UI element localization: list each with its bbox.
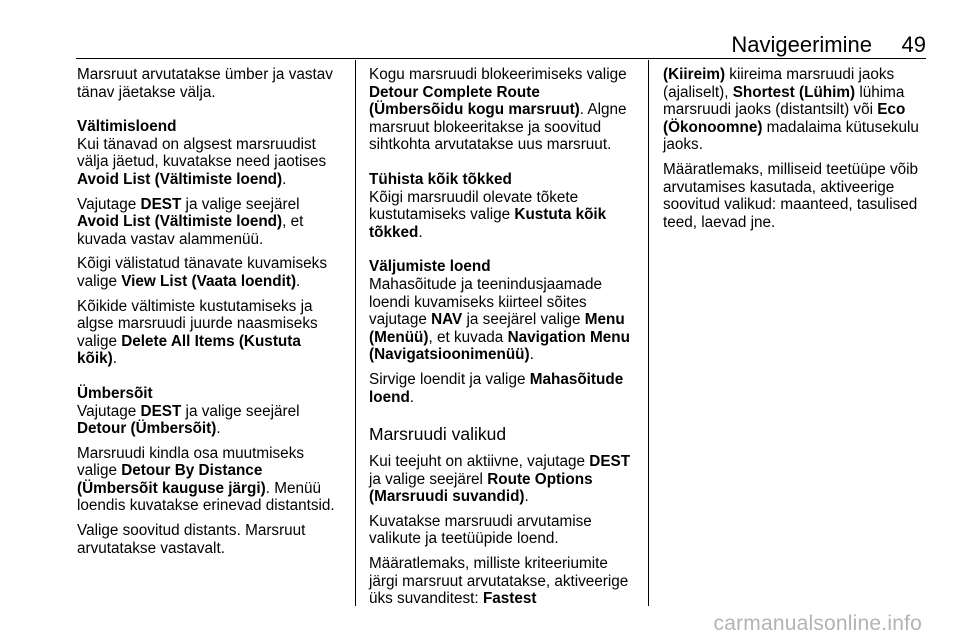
route-paragraph-2: Kuvatakse marsruudi arvutamise valikute ja teetüüpide loend.	[369, 512, 592, 548]
page-number: 49	[901, 32, 926, 57]
watermark-text: carmanualsonline.info	[713, 612, 922, 635]
detour-paragraph-3: Valige soovitud distants. Marsruut arvutatakse vastavalt.	[77, 522, 306, 557]
column-2	[369, 66, 636, 615]
route-options-heading: Marsruudi valikud	[369, 424, 507, 445]
header-rule	[76, 58, 926, 59]
road-types-paragraph: Määratlemaks, milliseid teetüüpe võib arvutamises kasutada, aktiveerige soovitud valikud: maanteed, tasulised teed, laevad jne.	[663, 160, 919, 231]
avoid-paragraph-4: Kõikide vältimiste kustutamiseks ja algse marsruudi juurde naasmiseks valige Delete All Items (Kustuta kõik).	[77, 297, 318, 368]
avoid-list-heading: Vältimisloend	[77, 118, 177, 136]
page-title: Navigeerimine	[731, 32, 872, 57]
exit-list-heading: Väljumiste loend	[369, 258, 491, 276]
intro-paragraph: Marsruut arvutatakse ümber ja vastav tänav jäetakse välja.	[77, 66, 333, 101]
detour-paragraph-1: Vajutage DEST ja valige seejärel Detour (Ümbersõit).	[77, 402, 300, 438]
cancel-paragraph: Kõigi marsruudil olevate tõkete kustutamiseks valige Kustuta kõik tõkked.	[369, 188, 607, 241]
exit-paragraph-2: Sirvige loendit ja valige Mahasõitude loend.	[369, 370, 624, 406]
cancel-obstacles-heading: Tühista kõik tõkked	[369, 170, 512, 188]
detour-paragraph-2: Marsruudi kindla osa muutmiseks valige Detour By Distance (Ümbersõit kauguse järgi). Menüü loendis kuvatakse erinevad distantsid.	[77, 444, 335, 515]
column-divider-1	[355, 60, 356, 606]
column-1	[77, 66, 344, 564]
avoid-paragraph-1: Kui tänavad on algsest marsruudist välja jäetud, kuvatakse need jaotises Avoid List (Vältimiste loend).	[77, 135, 327, 188]
exit-paragraph-1: Mahasõitude ja teenindusjaamade loendi kuvamiseks kiirteel sõites vajutage NAV ja seejärel valige Menu (Menüü), et kuvada Navigation Menu (Navigatsioonimenüü).	[369, 275, 630, 364]
route-paragraph-3: Määratlemaks, milliste kriteeriumite järgi marsruut arvutatakse, aktiveerige üks suvanditest: Fastest	[369, 555, 629, 608]
block-paragraph: Kogu marsruudi blokeerimiseks valige Detour Complete Route (Ümbersõidu kogu marsruut). Algne marsruut blokeeritakse ja soovitud sihtkohta arvutatakse uus marsruut.	[369, 66, 627, 154]
avoid-paragraph-3: Kõigi välistatud tänavate kuvamiseks valige View List (Vaata loendit).	[77, 255, 327, 290]
route-paragraph-1: Kui teejuht on aktiivne, vajutage DEST ja valige seejärel Route Options (Marsruudi suvandid).	[369, 453, 631, 506]
detour-heading: Ümbersõit	[77, 384, 153, 402]
route-criteria-paragraph: (Kiireim) kiireima marsruudi jaoks (ajaliselt), Shortest (Lühim) lühima marsruudi jaoks (distantsilt) või Eco (Ökonoomne) madalaima kütusekulu jaoks.	[663, 66, 919, 154]
avoid-paragraph-2: Vajutage DEST ja valige seejärel Avoid List (Vältimiste loend), et kuvada vastav alammenüü.	[77, 195, 304, 248]
column-divider-2	[648, 60, 649, 606]
column-3	[663, 66, 928, 238]
